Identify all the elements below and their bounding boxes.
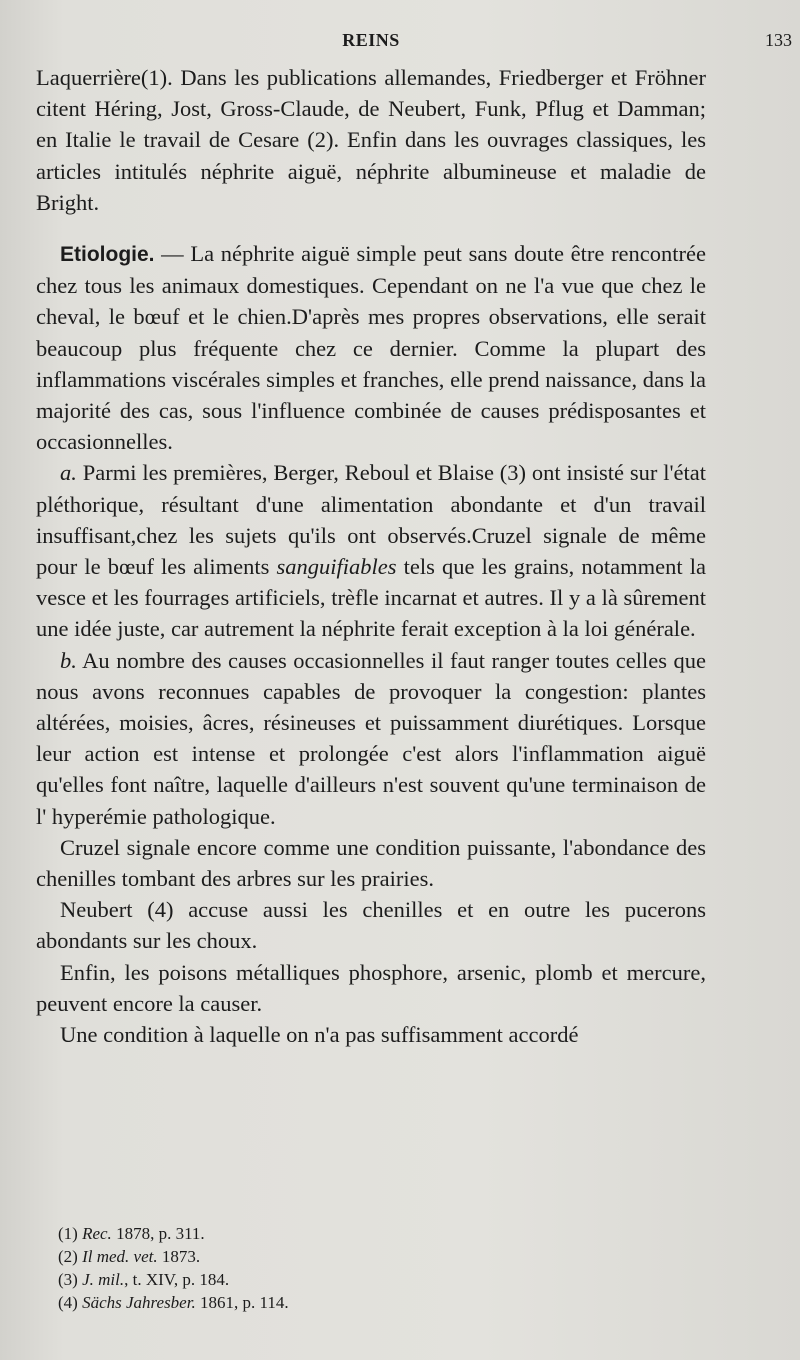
paragraph-a <box>36 457 706 644</box>
etiologie-text: — La néphrite aiguë simple peut sans doute être rencontrée chez tous les animaux domestiques. Cependant on ne l'a vue que chez le cheval, le bœuf et le chien.D'après mes propres observations, elle serait beaucoup plus fréquente chez ce dernier. Comme la plupart des inflammations viscérales simples et franches, elle prend naissance, dans la majorité des cas, sous l'influence combinée de causes prédisposantes et occasionnelles. <box>36 241 706 455</box>
paragraph-b-text: Au nombre des causes occasionnelles il faut ranger toutes celles que nous avons reconnues capables de provoquer la congestion: plantes altérées, moisies, âcres, résineuses et puissamment diurétiques. Lorsque leur action est intense et prolongée c'est alors l'inflammation aiguë qu'elles font naître, laquelle d'ailleurs n'est souvent qu'une terminaison de l' hyperémie pathologique. <box>36 647 706 829</box>
footnote <box>58 1245 289 1268</box>
paragraph-a-text-1: Parmi les premières, Berger, Reboul et Blaise (3) ont insisté sur l'état pléthorique, résultant d'une alimentation abondante et d'un travail insuffisant,chez les sujets qu'ils ont observés.Cruzel signale de même pour le bœuf les aliments <box>36 460 706 580</box>
footnote-number: (2) <box>58 1247 78 1266</box>
footnote <box>58 1268 289 1291</box>
footnote <box>58 1222 289 1245</box>
footnote-reference: 1873. <box>157 1247 201 1266</box>
paragraph-poisons: Enfin, les poisons métalliques phosphore, arsenic, plomb et mercure, peuvent encore la causer. <box>36 959 706 1016</box>
page-header <box>36 30 792 54</box>
paragraph-etiologie <box>36 238 706 457</box>
footnote-reference: 1861, p. 114. <box>195 1293 289 1312</box>
footnote <box>58 1291 289 1314</box>
paragraph-bibliography: Laquerrière(1). Dans les publications allemandes, Friedberger et Fröhner citent Héring, Jost, Gross-Claude, de Neubert, Funk, Pflug et Damman; en Italie le travail de Cesare (2). Enfin dans les ouvrages classiques, les articles intitulés néphrite aiguë, néphrite albumineuse et maladie de Bright. <box>36 65 706 215</box>
footnote-source: J. mil. <box>82 1270 125 1289</box>
paragraph-neubert: Neubert (4) accuse aussi les chenilles et en outre les pucerons abondants sur les choux. <box>36 897 706 954</box>
footnote-reference: , t. XIV, p. 184. <box>124 1270 230 1289</box>
paragraph-condition: Une condition à laquelle on n'a pas suffisamment accordé <box>60 1022 579 1048</box>
list-marker-b: b. <box>60 647 77 673</box>
footnote-source: Rec. <box>82 1224 112 1243</box>
footnote-source: Sächs Jahresber. <box>82 1293 196 1312</box>
footnote-reference: 1878, p. 311. <box>111 1224 205 1243</box>
body-text <box>36 62 706 1050</box>
running-title: REINS <box>342 30 400 50</box>
footnote-source: Il med. vet. <box>82 1247 158 1266</box>
footnote-number: (1) <box>58 1224 78 1243</box>
list-marker-a: a. <box>60 460 77 486</box>
footnote-number: (3) <box>58 1270 78 1289</box>
footnote-number: (4) <box>58 1293 78 1312</box>
paragraph-a-text-2: tels que les grains, notamment la vesce et les fourrages artificiels, trèfle incarnat et autres. Il y a là sûrement une idée juste, car autrement la néphrite ferait exception à la loi générale. <box>36 554 706 642</box>
footnotes <box>58 1222 289 1314</box>
paragraph-b <box>36 645 706 832</box>
page-number: 133 <box>765 30 792 50</box>
paragraph-a-italic: sanguifiables <box>276 554 397 580</box>
section-heading-etiologie: Etiologie. <box>60 243 155 267</box>
paragraph-cruzel: Cruzel signale encore comme une condition puissante, l'abondance des chenilles tombant des arbres sur les prairies. <box>36 834 706 892</box>
